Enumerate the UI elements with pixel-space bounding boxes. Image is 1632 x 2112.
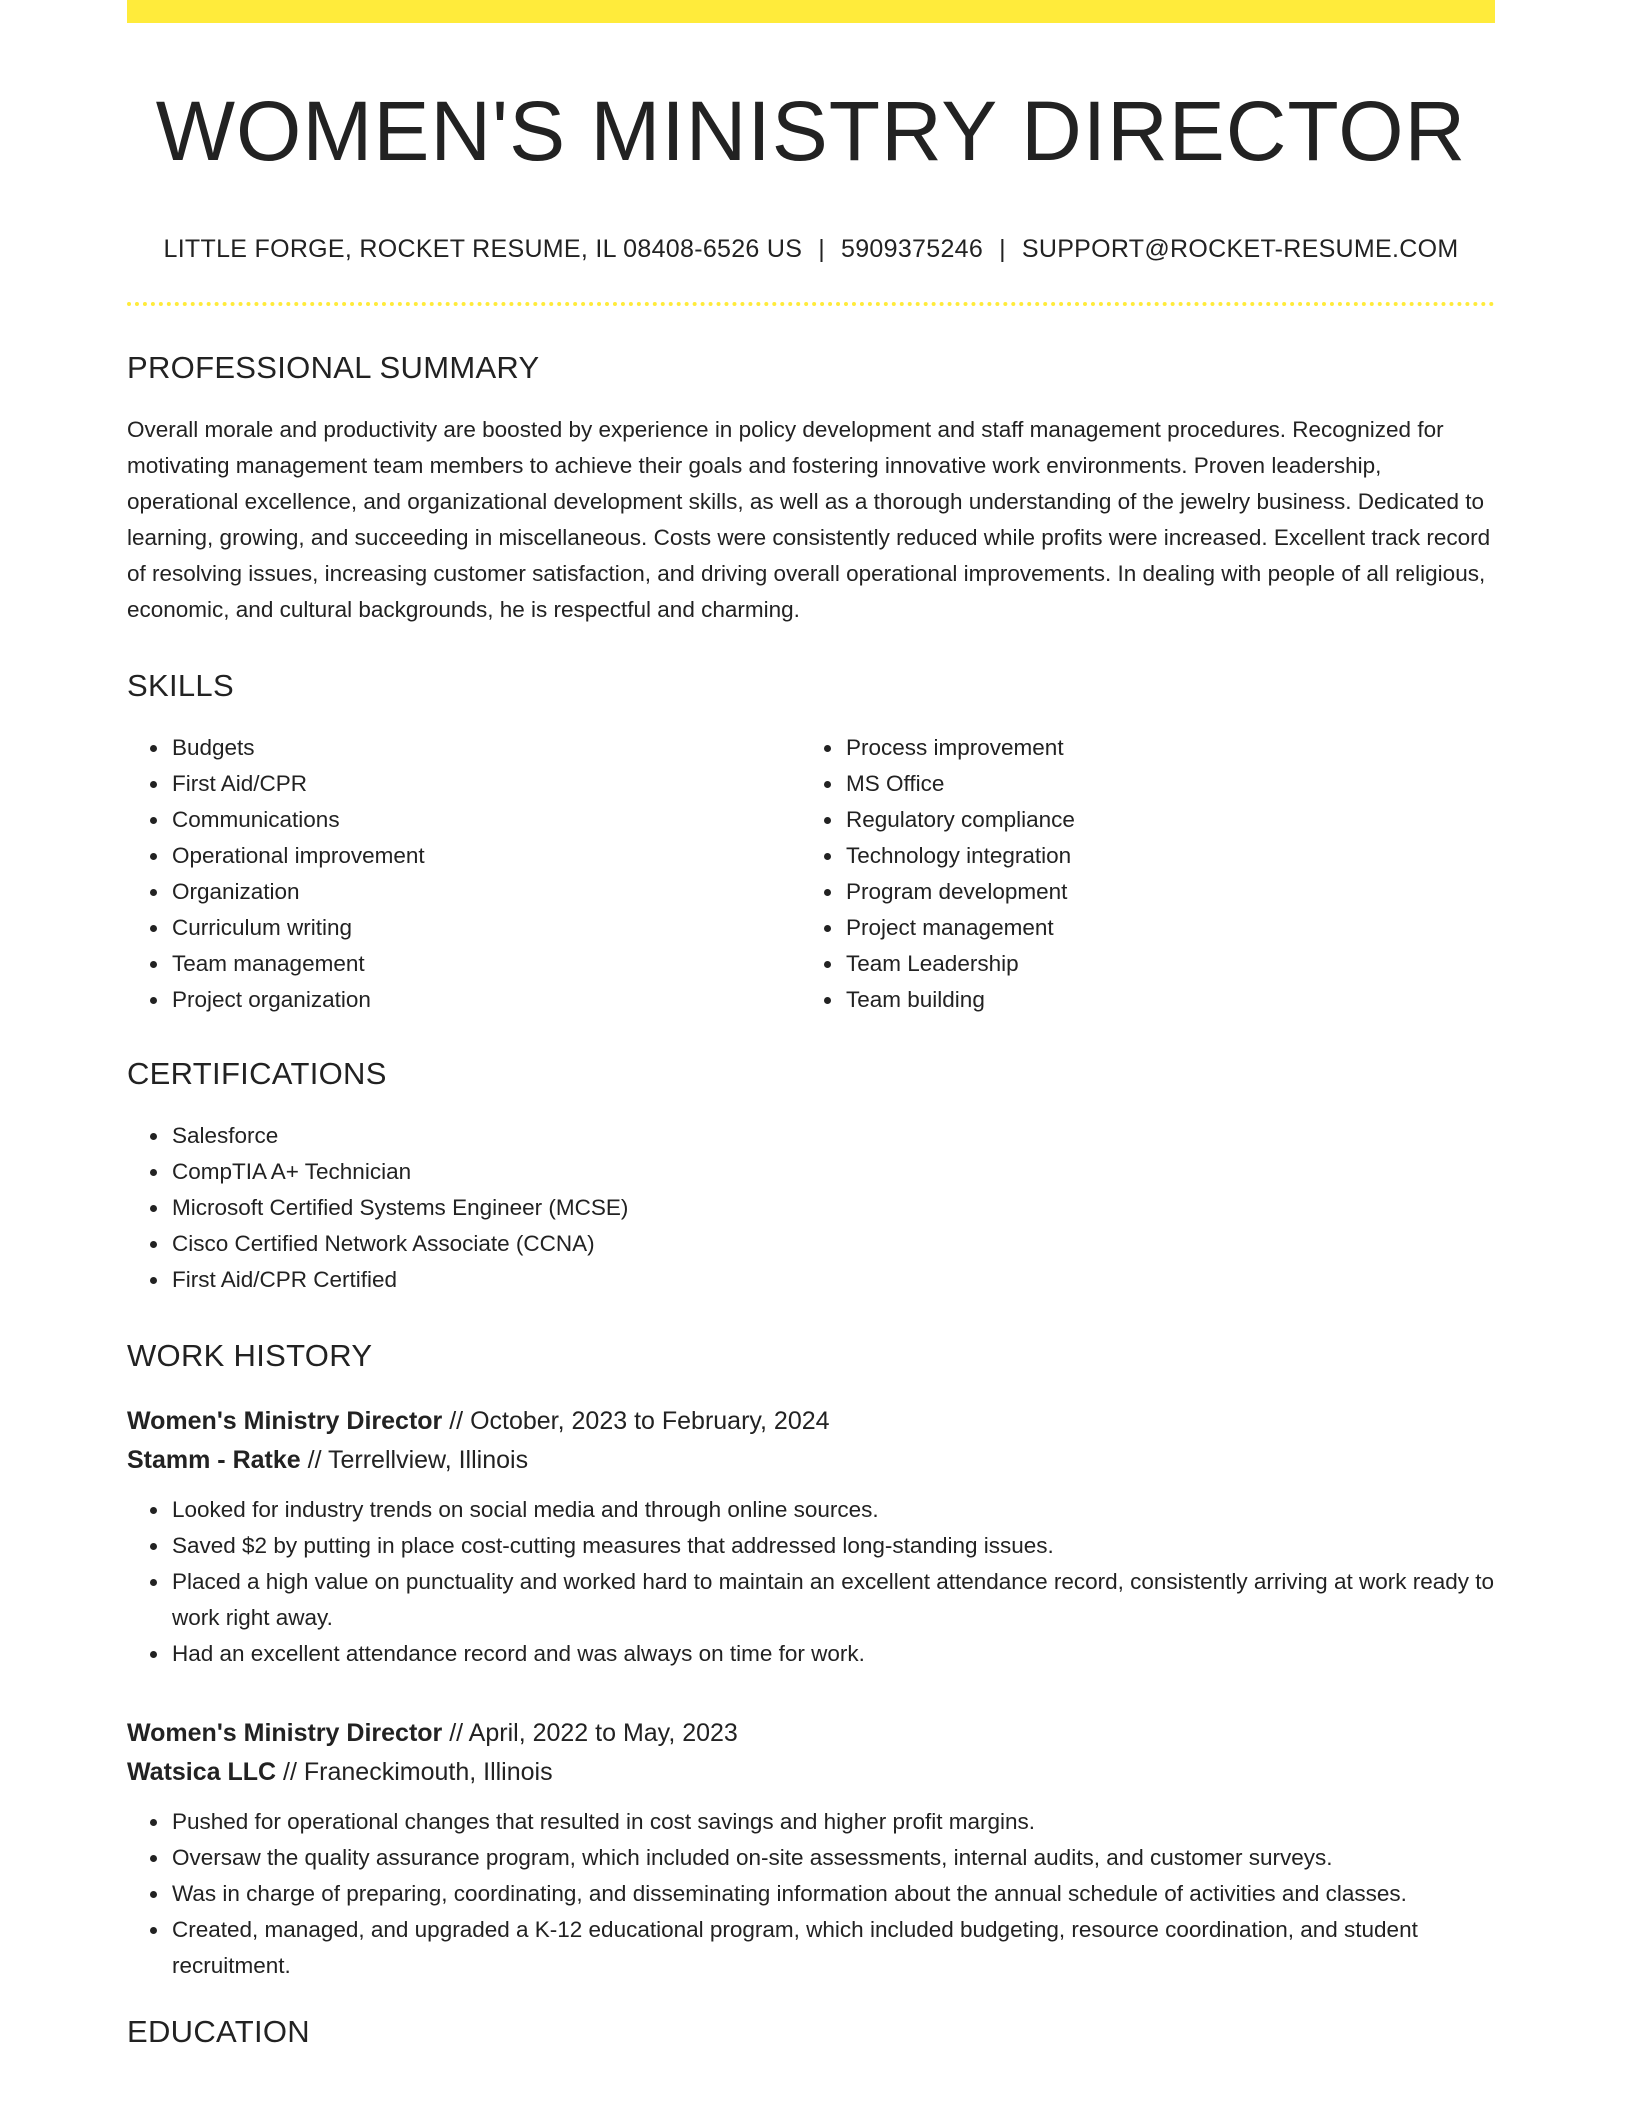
job-company: Watsica LLC xyxy=(127,1758,277,1787)
job-location: // Franeckimouth, Illinois xyxy=(276,1758,553,1787)
skill-item: • Technology integration xyxy=(844,838,1475,874)
summary-heading: PROFESSIONAL SUMMARY xyxy=(127,350,540,386)
certification-item: • Salesforce xyxy=(170,1118,1495,1154)
contact-email: SUPPORT@ROCKET-RESUME.COM xyxy=(1021,235,1459,264)
skills-heading: SKILLS xyxy=(127,668,234,704)
job-bullet: • Pushed for operational changes that resulted in cost savings and higher profit margins. xyxy=(170,1804,1495,1840)
job-bullets xyxy=(127,1804,1495,1984)
job-bullet: • Oversaw the quality assurance program, which included on-site assessments, internal audits, and customer surveys. xyxy=(170,1840,1495,1876)
skill-item: • Curriculum writing xyxy=(170,910,801,946)
contact-line xyxy=(127,235,1495,264)
job-title-line xyxy=(127,1402,1495,1441)
job-company-line xyxy=(127,1441,1495,1480)
skill-item: • Program development xyxy=(844,874,1475,910)
job-bullets xyxy=(127,1492,1495,1672)
skill-item: • Budgets xyxy=(170,730,801,766)
skill-item: • Team building xyxy=(844,982,1475,1018)
summary-text: Overall morale and productivity are boosted by experience in policy development and staff management procedures. Recognized for motivating management team members to achieve their goals and fostering innovative work environments. Proven leadership, operational excellence, and organizational development skills, as well as a thorough understanding of the jewelry business. Dedicated to learning, growing, and succeeding in miscellaneous. Costs were consistently reduced while profits were increased. Excellent track record of resolving issues, increasing customer satisfaction, and driving overall operational improvements. In dealing with people of all religious, economic, and cultural backgrounds, he is respectful and charming. xyxy=(127,417,1491,623)
job-title-line xyxy=(127,1714,1495,1753)
job-dates: // October, 2023 to February, 2024 xyxy=(442,1407,830,1436)
certification-item: • First Aid/CPR Certified xyxy=(170,1262,1495,1298)
skill-item: • Project organization xyxy=(170,982,801,1018)
job-company: Stamm - Ratke xyxy=(127,1446,301,1475)
certification-item: • CompTIA A+ Technician xyxy=(170,1154,1495,1190)
resume-title: WOMEN'S MINISTRY DIRECTOR xyxy=(155,84,1467,178)
job-entry xyxy=(127,1402,1495,1672)
skill-item: • Organization xyxy=(170,874,801,910)
job-company-line xyxy=(127,1753,1495,1792)
job-dates: // April, 2022 to May, 2023 xyxy=(442,1719,738,1748)
skill-item: • MS Office xyxy=(844,766,1475,802)
skills-grid xyxy=(127,730,1495,1018)
work-history-section xyxy=(127,1338,1495,1984)
education-heading: EDUCATION xyxy=(127,2014,310,2050)
education-section xyxy=(127,2014,1495,2050)
summary-section xyxy=(127,350,1495,628)
job-bullet: • Had an excellent attendance record and was always on time for work. xyxy=(170,1636,1495,1672)
skill-item: • Team Leadership xyxy=(844,946,1475,982)
skill-item: • Team management xyxy=(170,946,801,982)
skills-column-right xyxy=(801,730,1475,1018)
job-title: Women's Ministry Director xyxy=(127,1407,443,1436)
contact-address: LITTLE FORGE, ROCKET RESUME, IL 08408-6526 US xyxy=(163,235,803,264)
contact-separator: | xyxy=(999,235,1006,264)
work-history-heading: WORK HISTORY xyxy=(127,1338,373,1374)
job-bullet: • Created, managed, and upgraded a K-12 educational program, which included budgeting, resource coordination, and student recruitment. xyxy=(170,1912,1495,1984)
skill-item: • Regulatory compliance xyxy=(844,802,1475,838)
skills-section xyxy=(127,668,1495,1018)
job-bullet: • Placed a high value on punctuality and worked hard to maintain an excellent attendance record, consistently arriving at work ready to work right away. xyxy=(170,1564,1495,1636)
certification-item: • Microsoft Certified Systems Engineer (MCSE) xyxy=(170,1190,1495,1226)
job-entry xyxy=(127,1714,1495,1984)
job-bullet: • Looked for industry trends on social media and through online sources. xyxy=(170,1492,1495,1528)
job-bullet: • Saved $2 by putting in place cost-cutting measures that addressed long-standing issues. xyxy=(170,1528,1495,1564)
certification-item: • Cisco Certified Network Associate (CCNA) xyxy=(170,1226,1495,1262)
skill-item: • First Aid/CPR xyxy=(170,766,801,802)
resume-page xyxy=(127,0,1495,2050)
job-location: // Terrellview, Illinois xyxy=(300,1446,529,1475)
skills-column-left xyxy=(127,730,801,1018)
job-bullet: • Was in charge of preparing, coordinating, and disseminating information about the annual schedule of activities and classes. xyxy=(170,1876,1495,1912)
skill-item: • Project management xyxy=(844,910,1475,946)
certifications-list xyxy=(127,1118,1495,1298)
accent-top-bar xyxy=(127,0,1495,23)
skill-item: • Operational improvement xyxy=(170,838,801,874)
job-title: Women's Ministry Director xyxy=(127,1719,443,1748)
contact-phone: 5909375246 xyxy=(841,235,984,264)
dotted-divider xyxy=(127,302,1495,306)
certifications-heading: CERTIFICATIONS xyxy=(127,1056,387,1092)
skill-item: • Process improvement xyxy=(844,730,1475,766)
certifications-section xyxy=(127,1056,1495,1298)
skill-item: • Communications xyxy=(170,802,801,838)
contact-separator: | xyxy=(818,235,826,264)
